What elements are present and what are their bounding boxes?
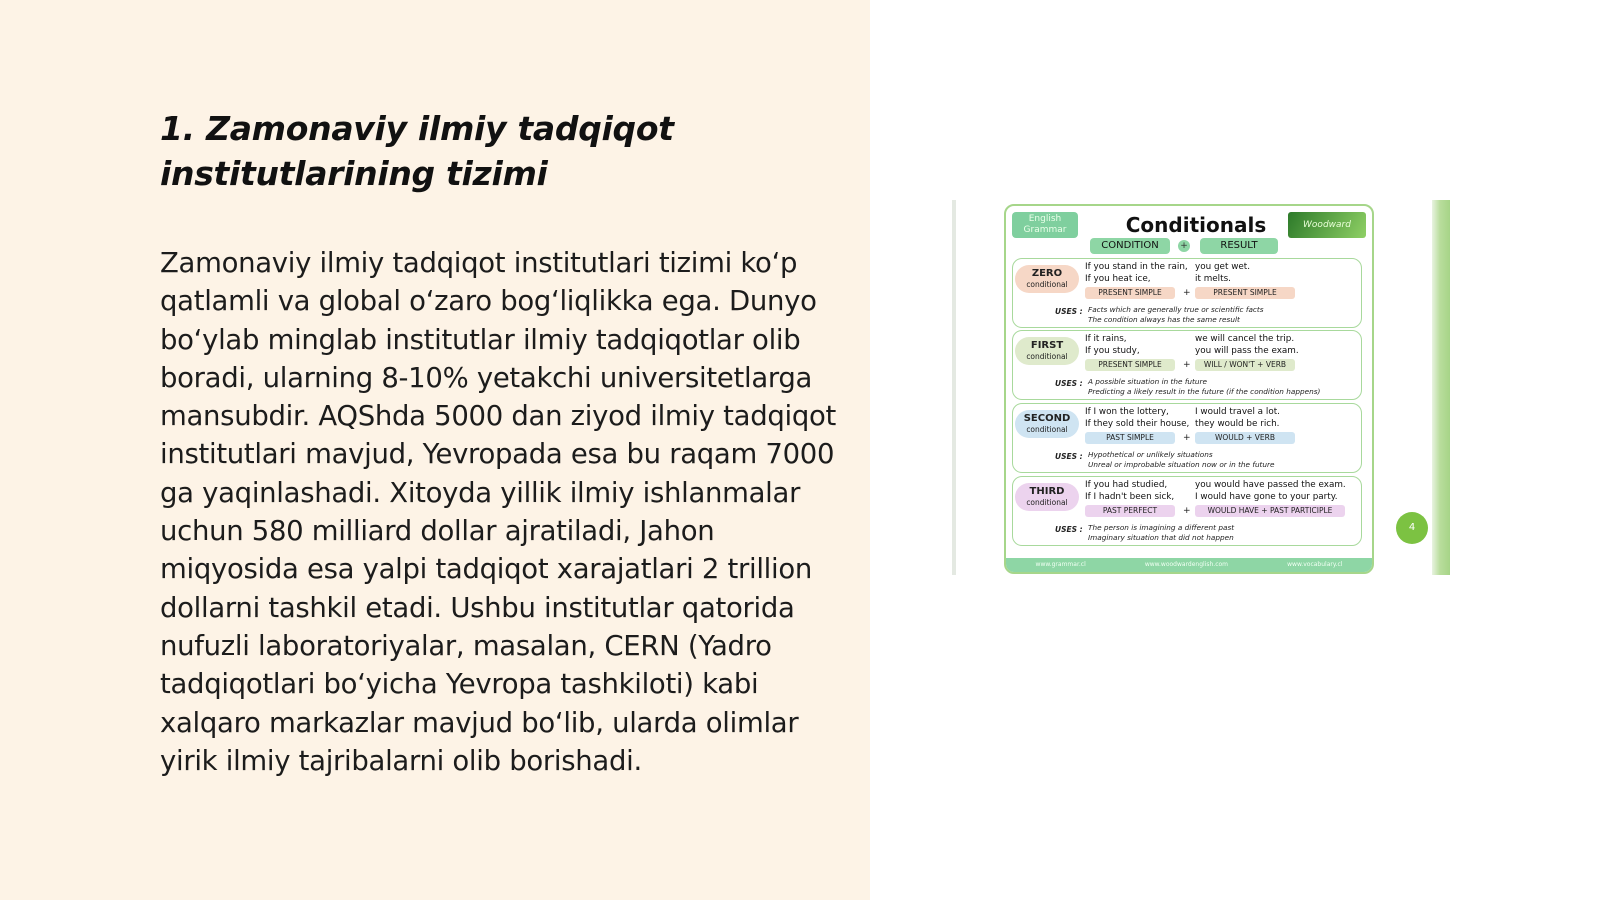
result-example: you will pass the exam. (1195, 346, 1299, 356)
slide-title: 1. Zamonaviy ilmiy tadqiqot institutlarining tizimi (160, 109, 674, 193)
publisher-logo: Woodward (1288, 212, 1366, 238)
tense-plus: + (1183, 360, 1191, 370)
conditional-type-name: FIRST (1030, 340, 1064, 351)
conditionals-infographic (1004, 204, 1374, 574)
uses-description (1088, 305, 1264, 325)
uses-line: Predicting a likely result in the future (if the condition happens) (1088, 387, 1321, 396)
tense-plus: + (1183, 433, 1191, 443)
conditional-type-name: SECOND (1023, 413, 1071, 424)
result-example: you get wet. (1195, 262, 1251, 272)
result-tense-pill: PRESENT SIMPLE (1195, 287, 1295, 299)
uses-line: The condition always has the same result (1088, 315, 1240, 324)
uses-label: USES : (1055, 379, 1083, 388)
conditional-type-sub: conditional (1026, 352, 1068, 361)
result-header: RESULT (1200, 238, 1278, 254)
conditional-type-tag (1015, 265, 1079, 293)
frame-right-bar (1432, 200, 1450, 575)
uses-description (1088, 523, 1234, 543)
condition-header: CONDITION (1090, 238, 1170, 254)
uses-description (1088, 377, 1320, 397)
condition-example: If you heat ice, (1085, 274, 1151, 284)
condition-example: If it rains, (1085, 334, 1127, 344)
uses-line: Hypothetical or unlikely situations (1088, 450, 1213, 459)
uses-label: USES : (1055, 307, 1083, 316)
conditional-type-sub: conditional (1026, 425, 1068, 434)
conditional-type-name: ZERO (1031, 268, 1063, 279)
result-example: I would travel a lot. (1195, 407, 1280, 417)
condition-tense-pill: PAST PERFECT (1085, 505, 1175, 517)
slide-body-text: Zamonaviy ilmiy tadqiqot institutlari tizimi ko‘p qatlamli va global o‘zaro bog‘liqlikka ega. Dunyo bo‘ylab minglab institutlar ilmiy tadqiqotlar olib boradi, ularning 8-10% yetakchi universitetlarga mansubdir. AQShda 5000 dan ziyod ilmiy tadqiqot institutlari mavjud, Yevropada esa bu raqam 7000 ga yaqinlashadi. Xitoyda yillik ilmiy ishlanmalar uchun 580 milliard dollar ajratiladi, Jahon miqyosida esa yalpi tadqiqot xarajatlari 2 trillion dollarni tashkil etadi. Ushbu institutlar qatorida nufuzli laboratoriyalar, masalan, CERN (Yadro tadqiqotlari bo‘yicha Yevropa tashkiloti) kabi xalqaro markazlar mavjud bo‘lib, ularda olimlar yirik ilmiy tajribalarni olib borishadi. (160, 247, 837, 777)
conditional-type-sub: conditional (1026, 498, 1068, 507)
condition-example: If I won the lottery, (1085, 407, 1169, 417)
conditional-type-tag (1015, 483, 1079, 511)
condition-tense-pill: PAST SIMPLE (1085, 432, 1175, 444)
condition-tense-pill: PRESENT SIMPLE (1085, 287, 1175, 299)
result-tense-pill: WOULD + VERB (1195, 432, 1295, 444)
conditional-row-third (1012, 476, 1362, 546)
footer-link: www.vocabulary.cl (1287, 561, 1343, 568)
conditional-type-sub: conditional (1026, 280, 1068, 289)
result-example: they would be rich. (1195, 419, 1280, 429)
uses-description (1088, 450, 1275, 470)
result-example: I would have gone to your party. (1195, 492, 1338, 502)
header-plus: + (1178, 240, 1190, 252)
condition-example: If you stand in the rain, (1085, 262, 1188, 272)
uses-line: Unreal or improbable situation now or in the future (1088, 460, 1275, 469)
footer-link: www.grammar.cl (1035, 561, 1086, 568)
tense-plus: + (1183, 506, 1191, 516)
result-example: it melts. (1195, 274, 1231, 284)
condition-example: If I hadn't been sick, (1085, 492, 1175, 502)
result-example: you would have passed the exam. (1195, 480, 1346, 490)
condition-example: If you had studied, (1085, 480, 1168, 490)
uses-line: Facts which are generally true or scientific facts (1088, 305, 1264, 314)
english-grammar-badge: English Grammar (1012, 212, 1078, 238)
condition-example: If you study, (1085, 346, 1140, 356)
infographic-footer (1006, 558, 1372, 572)
frame-left-border (952, 200, 956, 575)
result-example: we will cancel the trip. (1195, 334, 1295, 344)
uses-label: USES : (1055, 452, 1083, 461)
tense-plus: + (1183, 288, 1191, 298)
conditional-type-tag (1015, 337, 1079, 365)
condition-example: If they sold their house, (1085, 419, 1190, 429)
conditional-row-zero (1012, 258, 1362, 328)
footer-link: www.woodwardenglish.com (1144, 561, 1229, 568)
result-tense-pill: WILL / WON'T + VERB (1195, 359, 1295, 371)
uses-label: USES : (1055, 525, 1083, 534)
conditional-type-tag (1015, 410, 1079, 438)
conditional-row-first (1012, 330, 1362, 400)
condition-tense-pill: PRESENT SIMPLE (1085, 359, 1175, 371)
uses-line: The person is imagining a different past (1088, 523, 1235, 532)
conditional-row-second (1012, 403, 1362, 473)
conditional-type-name: THIRD (1029, 486, 1065, 497)
infographic-title: Conditionals (1125, 213, 1267, 237)
uses-line: A possible situation in the future (1088, 377, 1208, 386)
result-tense-pill: WOULD HAVE + PAST PARTICIPLE (1195, 505, 1345, 517)
page-number-badge: 4 (1396, 512, 1428, 544)
uses-line: Imaginary situation that did not happen (1088, 533, 1234, 542)
